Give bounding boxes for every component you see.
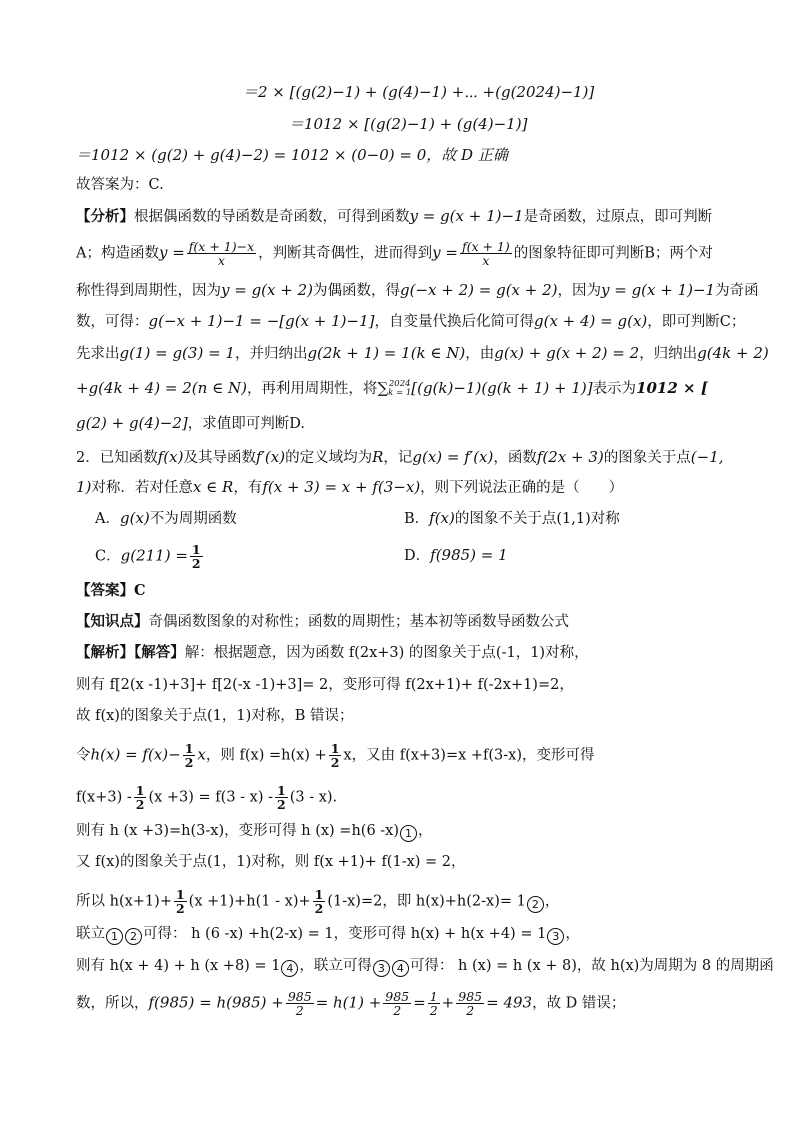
math-expr: g(x + 4) = g(x) <box>534 312 648 330</box>
question-text: 的定义域均为 <box>285 450 373 466</box>
math-expr: g(−x + 1)−1 = −[g(x + 1)−1] <box>148 312 375 330</box>
option-d[interactable] <box>404 545 508 566</box>
math-expr: x <box>197 745 206 764</box>
fraction <box>456 990 484 1017</box>
analysis-text: ，自变量代换后化简可得 <box>374 314 534 330</box>
fraction-numerator: 1 <box>314 887 324 902</box>
math-expr: [(g(k)−1)(g(k + 1) + 1)] <box>411 379 593 397</box>
derivation-line-3 <box>76 145 508 166</box>
analysis-text: 数，可得： <box>76 314 149 330</box>
question-text: ，记 <box>383 450 413 466</box>
math-expr: g(−x + 2) = g(x + 2) <box>400 281 558 299</box>
fraction-numerator: f(x + 1) <box>461 239 510 254</box>
solution-text: ， <box>418 823 433 839</box>
question-text: ，有 <box>233 480 263 496</box>
fraction <box>190 543 203 570</box>
option-label: D． <box>404 548 431 564</box>
solution-line-11 <box>76 990 625 1017</box>
math-expr: h(x) = f(x)− <box>90 745 181 764</box>
knowledge-line <box>76 612 569 632</box>
solution-line-8 <box>76 888 559 915</box>
fraction-numerator: 1 <box>277 783 286 798</box>
math-expr: = 493 <box>486 993 533 1012</box>
fraction-denominator: x <box>217 253 225 268</box>
math-expr: f(2x + 3) <box>536 448 604 466</box>
math-expr: R <box>372 448 384 466</box>
analysis-text: 的图象特征即可判断B；两个对 <box>513 245 713 262</box>
fraction <box>329 742 342 769</box>
solution-line-10 <box>76 956 774 977</box>
fraction-denominator: 2 <box>295 1003 304 1018</box>
analysis-text: ，并归纳出 <box>234 346 308 362</box>
analysis-line-1 <box>76 206 712 227</box>
question-text: 对称．若对任意 <box>91 480 193 496</box>
analysis-line-5 <box>76 343 769 364</box>
math-expr: g(4k + 2) <box>697 344 769 362</box>
solution-text: (3 - x). <box>289 789 338 806</box>
fraction-numerator: 985 <box>458 989 483 1004</box>
analysis-text: ，因为 <box>557 283 601 299</box>
question-text: 2．已知函数 <box>76 450 158 466</box>
solution-line-7: 又 f(x)的图象关于点(1，1)对称，则 f(x +1)+ f(1-x) = 2， <box>76 854 466 870</box>
analysis-line-4 <box>76 311 745 332</box>
question-2-line-2 <box>76 477 623 498</box>
fraction <box>383 990 411 1017</box>
math-expr: g(x) <box>119 509 150 527</box>
sum-symbol: ∑ <box>377 379 389 397</box>
circled-number-4: 4 <box>392 960 409 977</box>
fraction-denominator: 2 <box>466 1003 475 1018</box>
fraction <box>174 888 187 915</box>
math-expr: g(2) + g(4)−2] <box>76 414 188 432</box>
math-expr: y = <box>158 243 185 262</box>
fraction-denominator: 2 <box>184 755 194 770</box>
circled-number-2: 2 <box>527 896 544 913</box>
analysis-text: 为奇函 <box>715 283 759 299</box>
question-text: 的图象关于点 <box>603 450 691 466</box>
solution-line-3: 故 f(x)的图象关于点(1，1)对称，B 错误； <box>76 708 354 724</box>
math-expr: 1) <box>76 478 92 496</box>
fraction <box>286 990 314 1017</box>
fraction-denominator: 2 <box>175 901 185 916</box>
knowledge-tag: 【知识点】 <box>76 613 149 630</box>
math-expr: f(x) <box>157 448 184 466</box>
math-expr: f(x) <box>429 509 455 527</box>
analysis-text: 为偶函数，得 <box>313 283 400 299</box>
answer-is-c: 故答案为：C. <box>76 177 164 193</box>
fraction-numerator: 985 <box>287 989 312 1004</box>
solution-text: x，又由 f(x+3)=x +f(3-x)，变形可得 <box>343 747 595 764</box>
fraction <box>187 240 256 267</box>
solution-line-2: 则有 f[2(x -1)+3]+ f[2(-x -1)+3]= 2，变形可得 f(2x+1)+ f(-2x+1)=2， <box>76 677 574 693</box>
fraction <box>134 784 147 811</box>
math-expr: g(x) + g(x + 2) = 2 <box>494 344 640 362</box>
solution-text: 可得： h (6 -x) +h(2-x) = 1，变形可得 h(x) + h(x +4) = 1 <box>143 926 547 942</box>
solution-tag: 【解析】【解答】 <box>76 644 185 661</box>
fraction-numerator: 1 <box>191 542 201 557</box>
solution-text: ，则 f(x) =h(x) + <box>205 747 327 764</box>
fraction <box>313 888 326 915</box>
question-text: ，则下列说法正确的是（ ） <box>420 480 624 496</box>
analysis-tag: 【分析】 <box>76 208 134 225</box>
fraction-denominator: 2 <box>330 755 340 770</box>
solution-line-6 <box>76 821 433 842</box>
math-expr: y = <box>432 243 458 262</box>
fraction-denominator: 2 <box>393 1003 402 1018</box>
math-expr: + <box>441 993 455 1012</box>
fraction-numerator: 1 <box>429 989 438 1004</box>
fraction-denominator: 2 <box>135 797 145 812</box>
math-expr: f(x + 3) = x + f(3−x) <box>262 478 421 496</box>
math-expr: (−1, <box>690 448 724 466</box>
math-expr: y = g(x + 1)−1 <box>409 207 524 225</box>
option-text: 的图象不关于点(1,1)对称 <box>454 511 620 527</box>
fraction-numerator: 1 <box>184 741 194 756</box>
analysis-line-2 <box>76 240 713 267</box>
solution-text: (x +1)+h(1 - x)+ <box>188 893 311 910</box>
analysis-text: 表示为 <box>592 381 637 397</box>
math-expr: g(211) = <box>120 546 188 565</box>
analysis-text: 先求出 <box>76 346 120 362</box>
solution-text: 联立 <box>76 926 105 942</box>
math-expr: = <box>413 993 426 1012</box>
math-expr: x ∈ R <box>192 478 234 496</box>
fraction-denominator: x <box>482 253 490 268</box>
solution-text: 数，所以， <box>76 995 149 1012</box>
math-expr: f(985) = 1 <box>430 546 508 564</box>
option-c[interactable] <box>95 543 205 570</box>
fraction <box>183 742 196 769</box>
analysis-line-3 <box>76 280 759 301</box>
derivation-line-2: ＝1012 × [(g(2)−1) + (g(4)−1)] <box>289 115 528 133</box>
answer-line: 【答案】C <box>76 582 146 599</box>
fraction-numerator: 1 <box>175 887 185 902</box>
option-text: 不为周期函数 <box>149 511 237 527</box>
solution-text: 解：根据题意，因为函数 f(2x+3) 的图象关于点(-1，1)对称， <box>184 645 589 661</box>
solution-text: ，故 D 错误； <box>532 995 626 1012</box>
option-label: C． <box>95 548 121 565</box>
analysis-text: 是奇函数，过原点，即可判断 <box>523 209 713 225</box>
math-expr: g(x) = f′(x) <box>412 448 494 466</box>
solution-line-9 <box>76 924 580 945</box>
option-label: A． <box>95 511 120 527</box>
fraction-numerator: 1 <box>135 783 145 798</box>
solution-text: 则有 h (x +3)=h(3-x)，变形可得 h (x) =h(6 -x) <box>76 823 400 839</box>
math-expr: y = g(x + 1)−1 <box>601 281 716 299</box>
analysis-text: 根据偶函数的导函数是奇函数，可得到函数 <box>134 209 410 225</box>
fraction-denominator: 2 <box>191 556 201 571</box>
solution-text: ，联立可得 <box>299 958 372 974</box>
analysis-text: A；构造函数 <box>76 245 159 262</box>
option-a[interactable] <box>95 508 237 529</box>
analysis-text: ，求值即可判断D. <box>187 416 305 432</box>
math-expr: = h(1) + <box>315 993 382 1012</box>
analysis-line-7 <box>76 413 305 434</box>
math-expr: f′(x) <box>255 448 286 466</box>
circled-number-2: 2 <box>125 928 142 945</box>
sum-lower: k = 1 <box>388 388 412 398</box>
question-2-line-1 <box>76 447 724 468</box>
circled-number-3: 3 <box>373 960 390 977</box>
solution-text: 令 <box>76 747 91 764</box>
solution-line-5 <box>76 784 337 811</box>
math-expr: 1012 × [ <box>636 379 708 397</box>
question-text: ，函数 <box>493 450 537 466</box>
circled-number-1: 1 <box>106 928 123 945</box>
circled-number-1: 1 <box>400 825 417 842</box>
sum-upper: 2024 <box>388 379 411 389</box>
solution-line-4 <box>76 742 595 769</box>
derivation-line-3-text: ＝1012 × (g(2) + g(4)−2) = 1012 × (0−0) = 0，故 D 正确 <box>76 146 508 164</box>
math-expr: +g(4k + 4) = 2(n ∈ N) <box>76 379 247 397</box>
solution-text: (x +3) = f(3 - x) - <box>148 789 274 806</box>
analysis-text: ，即可判断C； <box>647 314 746 330</box>
math-expr: g(1) = g(3) = 1 <box>119 344 235 362</box>
analysis-text: ，再利用周期性，将 <box>246 381 378 397</box>
analysis-text: ，判断其奇偶性，进而得到 <box>258 245 433 262</box>
solution-text: f(x+3) - <box>76 789 132 806</box>
circled-number-4: 4 <box>281 960 298 977</box>
fraction <box>460 240 512 267</box>
option-b[interactable] <box>404 508 620 529</box>
fraction-denominator: 2 <box>314 901 324 916</box>
circled-number-3: 3 <box>547 928 564 945</box>
derivation-line-1: ＝2 × [(g(2)−1) + (g(4)−1) +⋯ +(g(2024)−1)] <box>243 83 595 101</box>
fraction-numerator: 985 <box>385 989 410 1004</box>
analysis-text: ，归纳出 <box>639 346 698 362</box>
fraction-numerator: 1 <box>330 741 340 756</box>
solution-text: (1-x)=2，即 h(x)+h(2-x)= 1 <box>327 893 526 910</box>
analysis-text: 称性得到周期性，因为 <box>76 283 221 299</box>
solution-text: ， <box>544 893 560 910</box>
solution-text: ， <box>565 926 580 942</box>
question-text: 及其导函数 <box>183 450 256 466</box>
math-expr: g(2k + 1) = 1(k ∈ N) <box>307 344 466 362</box>
fraction <box>428 990 440 1017</box>
math-expr: y = g(x + 2) <box>221 281 313 299</box>
analysis-line-6 <box>76 378 708 399</box>
analysis-text: ，由 <box>465 346 495 362</box>
solution-line-1 <box>76 643 589 663</box>
solution-text: 所以 h(x+1)+ <box>76 893 172 910</box>
option-label: B． <box>404 511 430 527</box>
fraction-numerator: f(x + 1)−x <box>188 239 255 254</box>
sum-limits <box>388 380 411 398</box>
math-expr: f(985) = h(985) + <box>148 993 284 1012</box>
fraction-denominator: 2 <box>429 1003 438 1018</box>
solution-text: 可得： h (x) = h (x + 8)，故 h(x)为周期为 8 的周期函 <box>409 958 774 974</box>
knowledge-text: 奇偶函数图象的对称性；函数的周期性；基本初等函数导函数公式 <box>148 614 569 630</box>
fraction-denominator: 2 <box>277 797 286 812</box>
solution-text: 则有 h(x + 4) + h (x +8) = 1 <box>76 958 281 974</box>
fraction <box>275 784 288 811</box>
